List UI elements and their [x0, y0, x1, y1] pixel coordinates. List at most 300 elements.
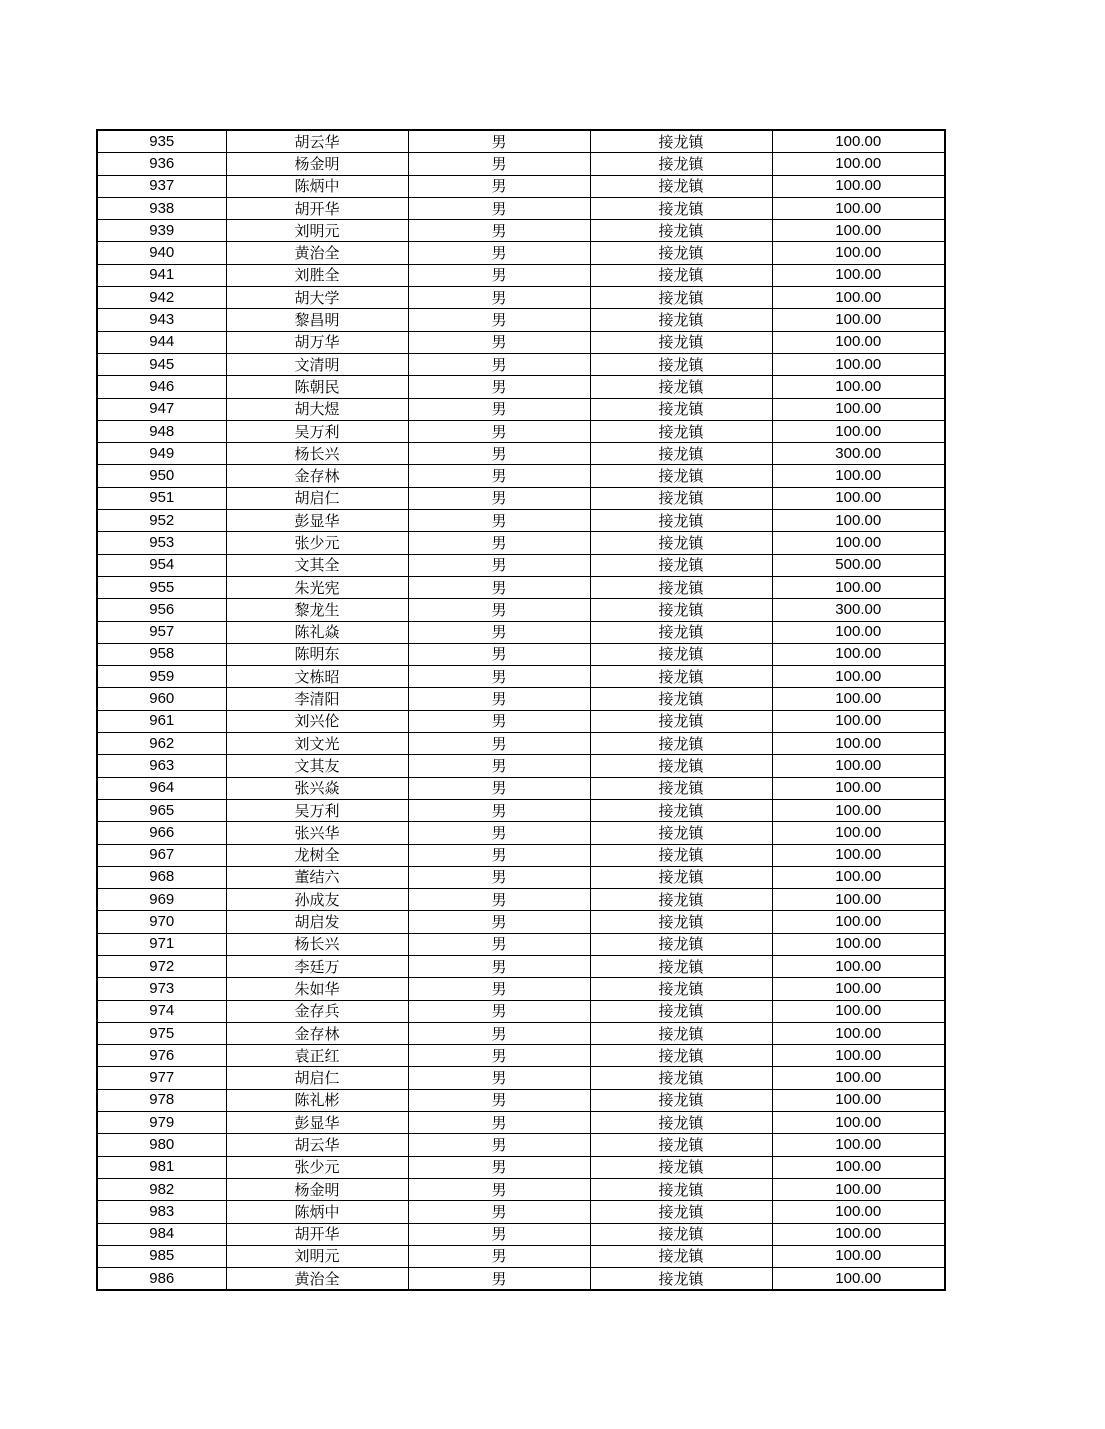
name-cell: 胡开华	[226, 197, 408, 219]
town-cell: 接龙镇	[590, 1000, 772, 1022]
name-cell: 胡开华	[226, 1223, 408, 1245]
table-row	[97, 1112, 945, 1134]
row-number-cell: 973	[97, 978, 226, 1000]
town-cell: 接龙镇	[590, 799, 772, 821]
name-cell: 董结六	[226, 866, 408, 888]
name-cell: 金存兵	[226, 1000, 408, 1022]
town-cell: 接龙镇	[590, 1201, 772, 1223]
town-cell: 接龙镇	[590, 487, 772, 509]
sex-cell: 男	[408, 978, 590, 1000]
amount-cell: 100.00	[772, 1201, 945, 1223]
amount-cell: 100.00	[772, 532, 945, 554]
name-cell: 彭显华	[226, 510, 408, 532]
sex-cell: 男	[408, 1067, 590, 1089]
row-number-cell: 975	[97, 1022, 226, 1044]
table-row	[97, 175, 945, 197]
sex-cell: 男	[408, 1000, 590, 1022]
amount-cell: 100.00	[772, 710, 945, 732]
row-number-cell: 959	[97, 666, 226, 688]
amount-cell: 100.00	[772, 175, 945, 197]
amount-cell: 100.00	[772, 220, 945, 242]
table-row	[97, 576, 945, 598]
table-row	[97, 621, 945, 643]
name-cell: 陈炳中	[226, 1201, 408, 1223]
town-cell: 接龙镇	[590, 621, 772, 643]
row-number-cell: 939	[97, 220, 226, 242]
amount-cell: 100.00	[772, 933, 945, 955]
town-cell: 接龙镇	[590, 532, 772, 554]
row-number-cell: 957	[97, 621, 226, 643]
amount-cell: 100.00	[772, 844, 945, 866]
name-cell: 胡大学	[226, 287, 408, 309]
sex-cell: 男	[408, 309, 590, 331]
sex-cell: 男	[408, 933, 590, 955]
sex-cell: 男	[408, 443, 590, 465]
table-row	[97, 1089, 945, 1111]
name-cell: 胡启仁	[226, 487, 408, 509]
town-cell: 接龙镇	[590, 242, 772, 264]
name-cell: 朱如华	[226, 978, 408, 1000]
sex-cell: 男	[408, 621, 590, 643]
table-row	[97, 130, 945, 153]
town-cell: 接龙镇	[590, 376, 772, 398]
table-row	[97, 532, 945, 554]
sex-cell: 男	[408, 1112, 590, 1134]
table-body	[97, 130, 945, 1290]
town-cell: 接龙镇	[590, 554, 772, 576]
name-cell: 陈礼焱	[226, 621, 408, 643]
row-number-cell: 981	[97, 1156, 226, 1178]
table-row	[97, 799, 945, 821]
table-row	[97, 710, 945, 732]
row-number-cell: 962	[97, 733, 226, 755]
row-number-cell: 968	[97, 866, 226, 888]
amount-cell: 100.00	[772, 889, 945, 911]
amount-cell: 100.00	[772, 197, 945, 219]
sex-cell: 男	[408, 487, 590, 509]
sex-cell: 男	[408, 1156, 590, 1178]
name-cell: 文其友	[226, 755, 408, 777]
sex-cell: 男	[408, 955, 590, 977]
name-cell: 彭显华	[226, 1112, 408, 1134]
town-cell: 接龙镇	[590, 1045, 772, 1067]
town-cell: 接龙镇	[590, 755, 772, 777]
name-cell: 张兴华	[226, 822, 408, 844]
name-cell: 李清阳	[226, 688, 408, 710]
sex-cell: 男	[408, 398, 590, 420]
table-row	[97, 643, 945, 665]
name-cell: 杨长兴	[226, 933, 408, 955]
town-cell: 接龙镇	[590, 599, 772, 621]
row-number-cell: 952	[97, 510, 226, 532]
table-row	[97, 554, 945, 576]
row-number-cell: 982	[97, 1178, 226, 1200]
name-cell: 胡云华	[226, 1134, 408, 1156]
table-row	[97, 866, 945, 888]
town-cell: 接龙镇	[590, 710, 772, 732]
town-cell: 接龙镇	[590, 264, 772, 286]
town-cell: 接龙镇	[590, 1022, 772, 1044]
row-number-cell: 954	[97, 554, 226, 576]
sex-cell: 男	[408, 822, 590, 844]
sex-cell: 男	[408, 532, 590, 554]
amount-cell: 100.00	[772, 733, 945, 755]
row-number-cell: 979	[97, 1112, 226, 1134]
row-number-cell: 950	[97, 465, 226, 487]
town-cell: 接龙镇	[590, 331, 772, 353]
amount-cell: 100.00	[772, 911, 945, 933]
amount-cell: 100.00	[772, 1245, 945, 1267]
name-cell: 胡云华	[226, 130, 408, 153]
row-number-cell: 972	[97, 955, 226, 977]
name-cell: 吴万利	[226, 420, 408, 442]
sex-cell: 男	[408, 1201, 590, 1223]
table-row	[97, 153, 945, 175]
amount-cell: 100.00	[772, 287, 945, 309]
town-cell: 接龙镇	[590, 844, 772, 866]
sex-cell: 男	[408, 844, 590, 866]
sex-cell: 男	[408, 710, 590, 732]
name-cell: 张少元	[226, 1156, 408, 1178]
amount-cell: 100.00	[772, 755, 945, 777]
table-row	[97, 844, 945, 866]
town-cell: 接龙镇	[590, 889, 772, 911]
sex-cell: 男	[408, 911, 590, 933]
amount-cell: 100.00	[772, 955, 945, 977]
town-cell: 接龙镇	[590, 1089, 772, 1111]
table-row	[97, 1178, 945, 1200]
town-cell: 接龙镇	[590, 576, 772, 598]
sex-cell: 男	[408, 264, 590, 286]
row-number-cell: 951	[97, 487, 226, 509]
sex-cell: 男	[408, 242, 590, 264]
row-number-cell: 943	[97, 309, 226, 331]
sex-cell: 男	[408, 866, 590, 888]
name-cell: 陈明东	[226, 643, 408, 665]
sex-cell: 男	[408, 1268, 590, 1291]
town-cell: 接龙镇	[590, 398, 772, 420]
table-row	[97, 911, 945, 933]
sex-cell: 男	[408, 688, 590, 710]
row-number-cell: 971	[97, 933, 226, 955]
town-cell: 接龙镇	[590, 420, 772, 442]
amount-cell: 100.00	[772, 666, 945, 688]
table-row	[97, 443, 945, 465]
town-cell: 接龙镇	[590, 688, 772, 710]
row-number-cell: 946	[97, 376, 226, 398]
town-cell: 接龙镇	[590, 822, 772, 844]
amount-cell: 100.00	[772, 1268, 945, 1291]
name-cell: 胡启发	[226, 911, 408, 933]
row-number-cell: 955	[97, 576, 226, 598]
name-cell: 龙树全	[226, 844, 408, 866]
town-cell: 接龙镇	[590, 1156, 772, 1178]
sex-cell: 男	[408, 733, 590, 755]
name-cell: 刘兴伦	[226, 710, 408, 732]
name-cell: 杨长兴	[226, 443, 408, 465]
town-cell: 接龙镇	[590, 866, 772, 888]
sex-cell: 男	[408, 889, 590, 911]
row-number-cell: 986	[97, 1268, 226, 1291]
amount-cell: 100.00	[772, 1223, 945, 1245]
name-cell: 胡大煜	[226, 398, 408, 420]
row-number-cell: 977	[97, 1067, 226, 1089]
amount-cell: 100.00	[772, 822, 945, 844]
row-number-cell: 945	[97, 353, 226, 375]
town-cell: 接龙镇	[590, 777, 772, 799]
table-row	[97, 822, 945, 844]
amount-cell: 100.00	[772, 1089, 945, 1111]
name-cell: 刘明元	[226, 220, 408, 242]
amount-cell: 100.00	[772, 1156, 945, 1178]
sex-cell: 男	[408, 287, 590, 309]
name-cell: 黄治全	[226, 1268, 408, 1291]
amount-cell: 100.00	[772, 799, 945, 821]
amount-cell: 100.00	[772, 242, 945, 264]
town-cell: 接龙镇	[590, 153, 772, 175]
name-cell: 陈炳中	[226, 175, 408, 197]
table-row	[97, 666, 945, 688]
town-cell: 接龙镇	[590, 666, 772, 688]
table-row	[97, 398, 945, 420]
row-number-cell: 967	[97, 844, 226, 866]
amount-cell: 100.00	[772, 621, 945, 643]
amount-cell: 100.00	[772, 1000, 945, 1022]
table-row	[97, 777, 945, 799]
sex-cell: 男	[408, 1134, 590, 1156]
town-cell: 接龙镇	[590, 443, 772, 465]
sex-cell: 男	[408, 554, 590, 576]
row-number-cell: 965	[97, 799, 226, 821]
sex-cell: 男	[408, 1178, 590, 1200]
amount-cell: 300.00	[772, 599, 945, 621]
town-cell: 接龙镇	[590, 1268, 772, 1291]
town-cell: 接龙镇	[590, 220, 772, 242]
town-cell: 接龙镇	[590, 1245, 772, 1267]
row-number-cell: 947	[97, 398, 226, 420]
row-number-cell: 963	[97, 755, 226, 777]
row-number-cell: 974	[97, 1000, 226, 1022]
sex-cell: 男	[408, 799, 590, 821]
row-number-cell: 970	[97, 911, 226, 933]
table-row	[97, 1067, 945, 1089]
row-number-cell: 961	[97, 710, 226, 732]
name-cell: 张兴焱	[226, 777, 408, 799]
table-row	[97, 1134, 945, 1156]
town-cell: 接龙镇	[590, 978, 772, 1000]
sex-cell: 男	[408, 643, 590, 665]
sex-cell: 男	[408, 130, 590, 153]
sex-cell: 男	[408, 666, 590, 688]
row-number-cell: 984	[97, 1223, 226, 1245]
row-number-cell: 978	[97, 1089, 226, 1111]
table-row	[97, 889, 945, 911]
amount-cell: 100.00	[772, 487, 945, 509]
table-row	[97, 1268, 945, 1291]
name-cell: 吴万利	[226, 799, 408, 821]
row-number-cell: 942	[97, 287, 226, 309]
amount-cell: 100.00	[772, 978, 945, 1000]
row-number-cell: 983	[97, 1201, 226, 1223]
town-cell: 接龙镇	[590, 309, 772, 331]
amount-cell: 100.00	[772, 153, 945, 175]
town-cell: 接龙镇	[590, 643, 772, 665]
name-cell: 刘胜全	[226, 264, 408, 286]
row-number-cell: 985	[97, 1245, 226, 1267]
table-row	[97, 933, 945, 955]
amount-cell: 100.00	[772, 866, 945, 888]
table-row	[97, 688, 945, 710]
row-number-cell: 969	[97, 889, 226, 911]
table-row	[97, 197, 945, 219]
name-cell: 金存林	[226, 465, 408, 487]
table-row	[97, 599, 945, 621]
table-row	[97, 420, 945, 442]
amount-cell: 100.00	[772, 1067, 945, 1089]
name-cell: 黎昌明	[226, 309, 408, 331]
amount-cell: 100.00	[772, 309, 945, 331]
town-cell: 接龙镇	[590, 197, 772, 219]
name-cell: 胡万华	[226, 331, 408, 353]
table-row	[97, 465, 945, 487]
name-cell: 孙成友	[226, 889, 408, 911]
town-cell: 接龙镇	[590, 353, 772, 375]
sex-cell: 男	[408, 197, 590, 219]
sex-cell: 男	[408, 1245, 590, 1267]
sex-cell: 男	[408, 1022, 590, 1044]
amount-cell: 100.00	[772, 1112, 945, 1134]
table-row	[97, 242, 945, 264]
name-cell: 陈礼彬	[226, 1089, 408, 1111]
name-cell: 袁正红	[226, 1045, 408, 1067]
town-cell: 接龙镇	[590, 955, 772, 977]
row-number-cell: 949	[97, 443, 226, 465]
sex-cell: 男	[408, 376, 590, 398]
sex-cell: 男	[408, 353, 590, 375]
table-row	[97, 755, 945, 777]
amount-cell: 100.00	[772, 398, 945, 420]
sex-cell: 男	[408, 220, 590, 242]
amount-cell: 300.00	[772, 443, 945, 465]
row-number-cell: 938	[97, 197, 226, 219]
town-cell: 接龙镇	[590, 933, 772, 955]
name-cell: 杨金明	[226, 153, 408, 175]
amount-cell: 100.00	[772, 465, 945, 487]
amount-cell: 100.00	[772, 510, 945, 532]
town-cell: 接龙镇	[590, 1178, 772, 1200]
roster-table	[96, 129, 946, 1291]
amount-cell: 100.00	[772, 777, 945, 799]
row-number-cell: 966	[97, 822, 226, 844]
amount-cell: 100.00	[772, 353, 945, 375]
town-cell: 接龙镇	[590, 130, 772, 153]
sex-cell: 男	[408, 1089, 590, 1111]
table-row	[97, 1156, 945, 1178]
name-cell: 刘明元	[226, 1245, 408, 1267]
row-number-cell: 940	[97, 242, 226, 264]
town-cell: 接龙镇	[590, 733, 772, 755]
row-number-cell: 953	[97, 532, 226, 554]
sex-cell: 男	[408, 576, 590, 598]
table-row	[97, 1045, 945, 1067]
amount-cell: 100.00	[772, 1134, 945, 1156]
sex-cell: 男	[408, 599, 590, 621]
name-cell: 朱光宪	[226, 576, 408, 598]
table-row	[97, 1201, 945, 1223]
sex-cell: 男	[408, 1045, 590, 1067]
sex-cell: 男	[408, 510, 590, 532]
sex-cell: 男	[408, 153, 590, 175]
name-cell: 文栋昭	[226, 666, 408, 688]
table-row	[97, 287, 945, 309]
row-number-cell: 980	[97, 1134, 226, 1156]
amount-cell: 100.00	[772, 1022, 945, 1044]
sex-cell: 男	[408, 175, 590, 197]
town-cell: 接龙镇	[590, 465, 772, 487]
row-number-cell: 956	[97, 599, 226, 621]
row-number-cell: 944	[97, 331, 226, 353]
row-number-cell: 936	[97, 153, 226, 175]
table-row	[97, 487, 945, 509]
town-cell: 接龙镇	[590, 1067, 772, 1089]
name-cell: 黎龙生	[226, 599, 408, 621]
amount-cell: 100.00	[772, 576, 945, 598]
table-row	[97, 733, 945, 755]
amount-cell: 100.00	[772, 420, 945, 442]
town-cell: 接龙镇	[590, 287, 772, 309]
table-row	[97, 510, 945, 532]
name-cell: 黄治全	[226, 242, 408, 264]
amount-cell: 100.00	[772, 643, 945, 665]
amount-cell: 500.00	[772, 554, 945, 576]
town-cell: 接龙镇	[590, 911, 772, 933]
name-cell: 胡启仁	[226, 1067, 408, 1089]
amount-cell: 100.00	[772, 688, 945, 710]
row-number-cell: 935	[97, 130, 226, 153]
roster-sheet	[96, 129, 944, 1291]
table-row	[97, 1022, 945, 1044]
name-cell: 陈朝民	[226, 376, 408, 398]
town-cell: 接龙镇	[590, 1112, 772, 1134]
sex-cell: 男	[408, 465, 590, 487]
name-cell: 文其全	[226, 554, 408, 576]
row-number-cell: 937	[97, 175, 226, 197]
table-row	[97, 331, 945, 353]
table-row	[97, 376, 945, 398]
table-row	[97, 309, 945, 331]
table-row	[97, 955, 945, 977]
amount-cell: 100.00	[772, 264, 945, 286]
table-row	[97, 1000, 945, 1022]
name-cell: 刘文光	[226, 733, 408, 755]
table-row	[97, 1245, 945, 1267]
town-cell: 接龙镇	[590, 510, 772, 532]
town-cell: 接龙镇	[590, 1223, 772, 1245]
amount-cell: 100.00	[772, 1045, 945, 1067]
town-cell: 接龙镇	[590, 175, 772, 197]
name-cell: 文清明	[226, 353, 408, 375]
row-number-cell: 964	[97, 777, 226, 799]
amount-cell: 100.00	[772, 130, 945, 153]
name-cell: 杨金明	[226, 1178, 408, 1200]
row-number-cell: 976	[97, 1045, 226, 1067]
town-cell: 接龙镇	[590, 1134, 772, 1156]
table-row	[97, 264, 945, 286]
sex-cell: 男	[408, 755, 590, 777]
table-row	[97, 978, 945, 1000]
row-number-cell: 941	[97, 264, 226, 286]
name-cell: 张少元	[226, 532, 408, 554]
